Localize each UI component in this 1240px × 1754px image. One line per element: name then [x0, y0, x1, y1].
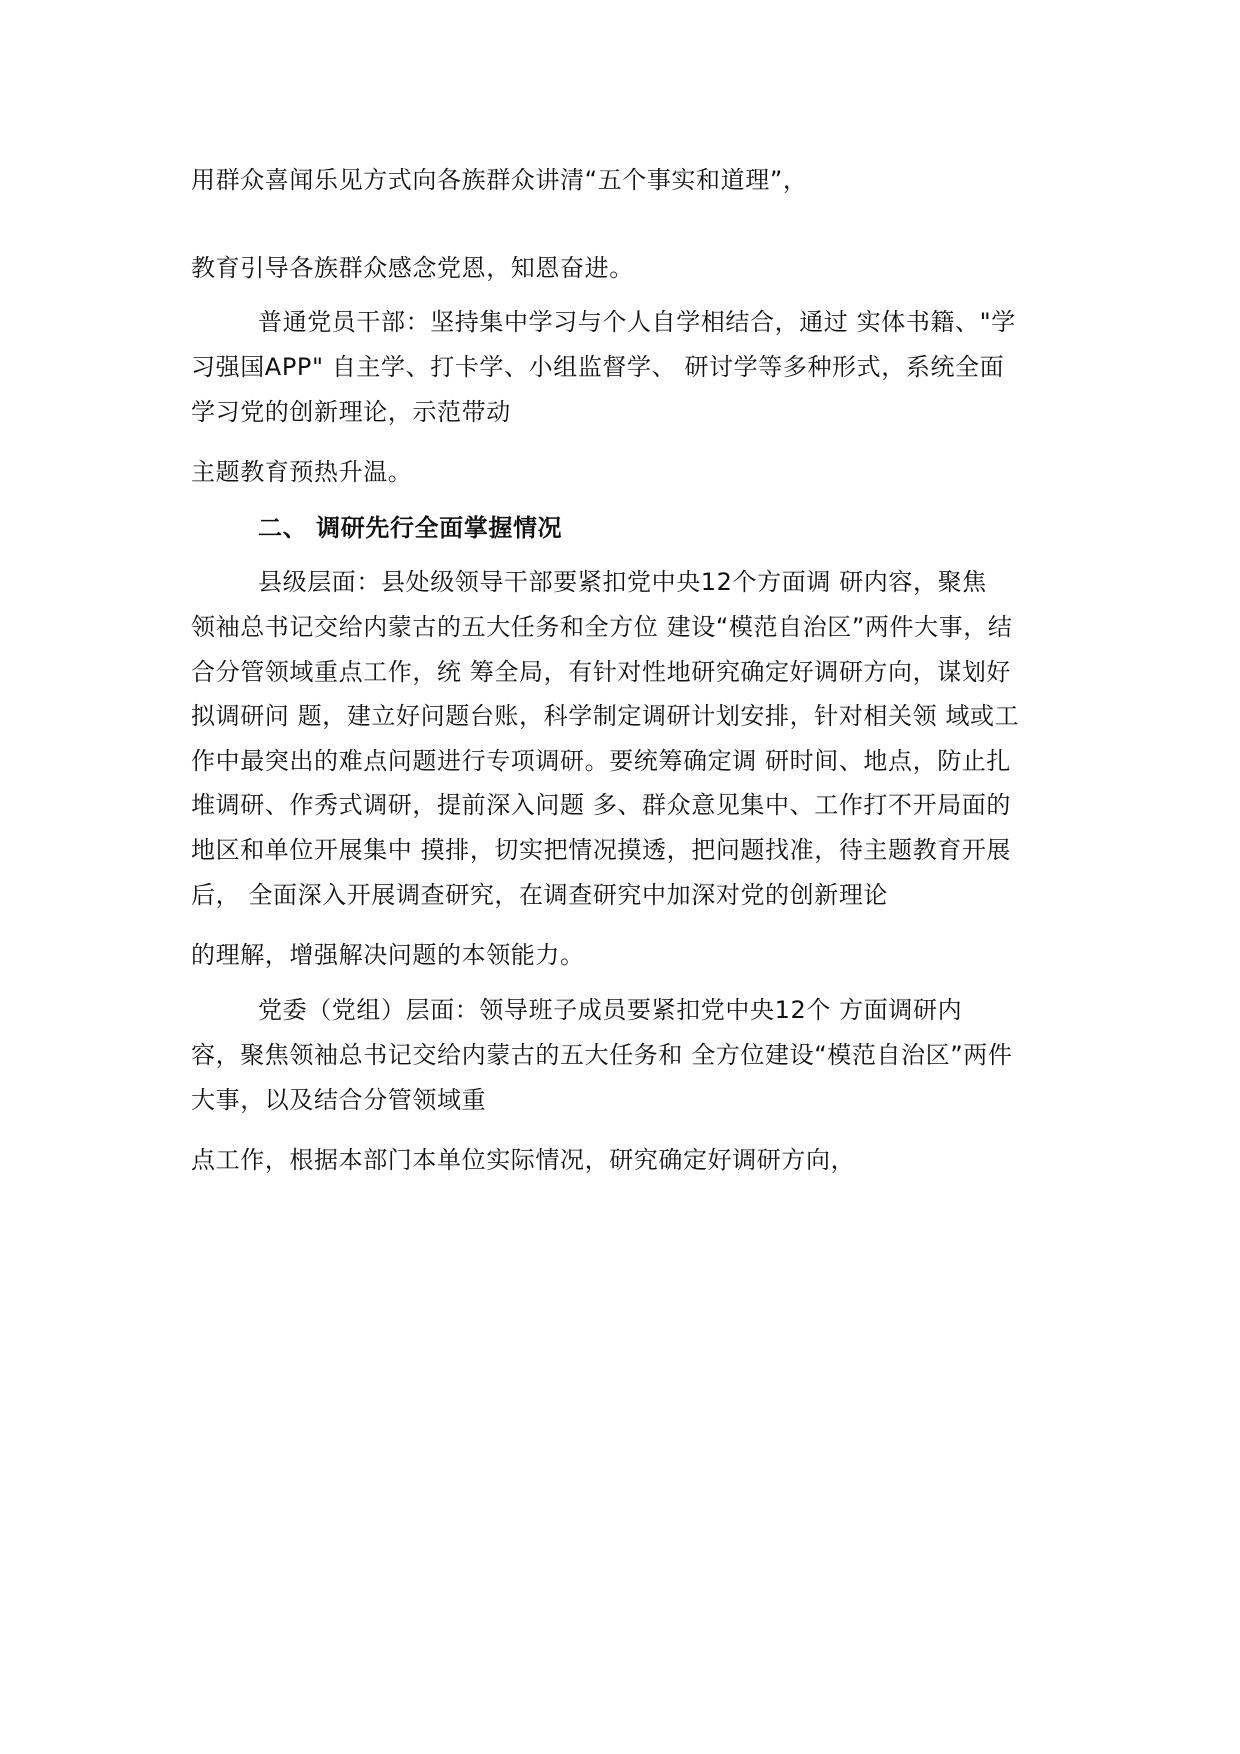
paragraph-line-13: 堆调研、作秀式调研，提前深入问题 多、群众意见集中、工作打不开局面的 [191, 791, 1012, 819]
paragraph-line-11: 拟调研问 题，建立好问题台账，科学制定调研计划安排，针对相关领 域或工 [191, 702, 1020, 730]
paragraph-line-17: 党委（党组）层面：领导班子成员要紧扣党中央12个 方面调研内 [258, 996, 963, 1024]
paragraph-line-2: 教育引导各族群众感念党恩，知恩奋进。 [191, 254, 634, 282]
paragraph-line-3: 普通党员干部：坚持集中学习与个人自学相结合，通过 实体书籍、"学 [258, 308, 1016, 336]
paragraph-line-1: 用群众喜闻乐见方式向各族群众讲清“五个事实和道理”， [191, 166, 808, 194]
paragraph-line-16: 的理解，增强解决问题的本领能力。 [191, 941, 585, 969]
paragraph-line-9: 领袖总书记交给内蒙古的五大任务和全方位 建设“模范自治区”两件大事，结 [191, 613, 1013, 641]
paragraph-line-10: 合分管领域重点工作，统 筹全局，有针对性地研究确定好调研方向，谋划好 [191, 658, 1012, 686]
paragraph-line-6: 主题教育预热升温。 [191, 458, 413, 486]
paragraph-line-15: 后， 全面深入开展调查研究，在调查研究中加深对党的创新理论 [191, 881, 889, 909]
paragraph-line-4: 习强国APP" 自主学、打卡学、小组监督学、 研讨学等多种形式，系统全面 [191, 353, 1005, 381]
paragraph-line-18: 容，聚焦领袖总书记交给内蒙古的五大任务和 全方位建设“模范自治区”两件 [191, 1041, 1013, 1069]
section-heading: 二、 调研先行全面掌握情况 [258, 514, 563, 542]
paragraph-line-12: 作中最突出的难点问题进行专项调研。要统筹确定调 研时间、地点，防止扎 [191, 747, 1012, 775]
paragraph-line-19: 大事，以及结合分管领域重 [191, 1086, 487, 1114]
paragraph-line-20: 点工作，根据本部门本单位实际情况，研究确定好调研方向， [191, 1146, 856, 1174]
paragraph-line-8: 县级层面：县处级领导干部要紧扣党中央12个方面调 研内容，聚焦 [258, 568, 987, 596]
paragraph-line-14: 地区和单位开展集中 摸排，切实把情况摸透，把问题找准，待主题教育开展 [191, 836, 1012, 864]
paragraph-line-5: 学习党的创新理论，示范带动 [191, 398, 511, 426]
